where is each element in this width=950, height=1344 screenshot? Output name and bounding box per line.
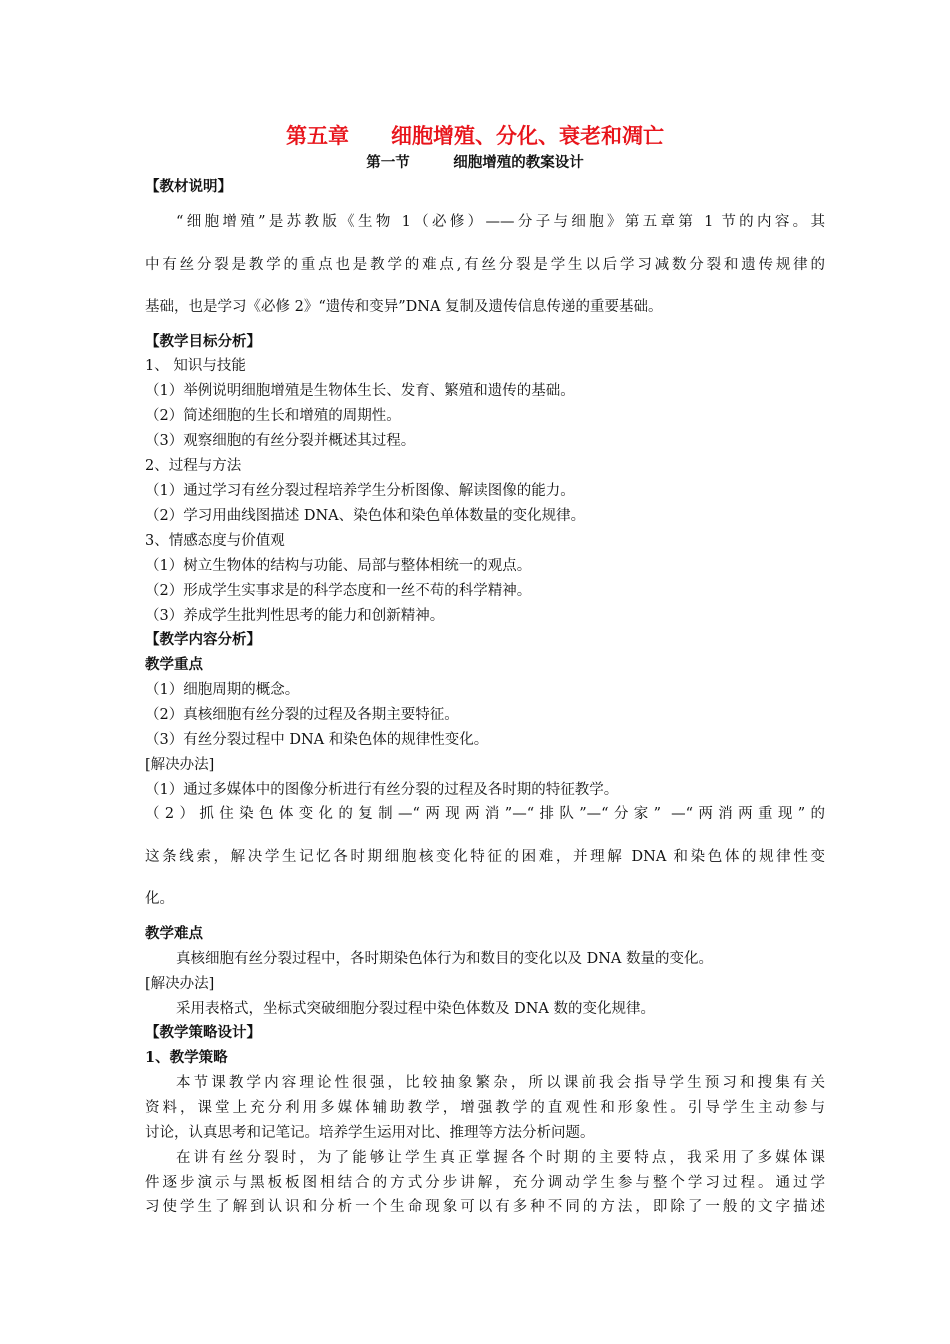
heading-strategy: 【教学策略设计】	[145, 1024, 261, 1041]
list-item: （1）细胞周期的概念。	[145, 682, 300, 698]
list-item: [解决办法]	[145, 757, 215, 773]
chapter-title: 第五章 细胞增殖、分化、衰老和凋亡	[286, 123, 664, 148]
paragraph-line: 采用表格式，坐标式突破细胞分裂过程中染色体数及 DNA 数的变化规律。	[176, 1001, 655, 1017]
section-title: 第一节 细胞增殖的教案设计	[366, 154, 584, 171]
paragraph-line: （2）抓住染色体变化的复制—“两现两消”—“排队”—“分家” —“两消两重现”的	[145, 806, 825, 822]
list-item: （1）举例说明细胞增殖是生物体生长、发育、繁殖和遗传的基础。	[145, 383, 575, 399]
heading-content: 【教学内容分析】	[145, 631, 261, 648]
subheading-key-points: 教学重点	[145, 656, 203, 673]
list-item: 3、情感态度与价值观	[145, 533, 285, 549]
paragraph-line: 基础，也是学习《必修 2》“遗传和变异”DNA 复制及遗传信息传递的重要基础。	[145, 299, 663, 315]
paragraph-line: 在讲有丝分裂时，为了能够让学生真正掌握各个时期的主要特点，我采用了多媒体课	[176, 1150, 825, 1166]
paragraph-line: “细胞增殖”是苏教版《生物 1（必修）——分子与细胞》第五章第 1 节的内容。其	[176, 214, 825, 230]
paragraph-line: 化。	[145, 891, 174, 907]
list-item: （1）树立生物体的结构与功能、局部与整体相统一的观点。	[145, 558, 532, 574]
paragraph-line: 这条线索，解决学生记忆各时期细胞核变化特征的困难，并理解 DNA 和染色体的规律性变	[145, 849, 825, 865]
paragraph-line: 真核细胞有丝分裂过程中，各时期染色体行为和数目的变化以及 DNA 数量的变化。	[176, 951, 713, 967]
list-item: 2、过程与方法	[145, 458, 242, 474]
paragraph-line: 本节课教学内容理论性很强，比较抽象繁杂，所以课前我会指导学生预习和搜集有关	[176, 1075, 825, 1091]
subheading-difficulty: 教学难点	[145, 925, 203, 942]
paragraph-line: 资料，课堂上充分利用多媒体辅助教学，增强教学的直观性和形象性。引导学生主动参与	[145, 1100, 825, 1116]
list-item: （3）观察细胞的有丝分裂并概述其过程。	[145, 433, 416, 449]
list-item: [解决办法]	[145, 976, 215, 992]
list-item: （1）通过多媒体中的图像分析进行有丝分裂的过程及各时期的特征教学。	[145, 782, 619, 798]
list-item: （2）简述细胞的生长和增殖的周期性。	[145, 408, 401, 424]
paragraph-line: 讨论，认真思考和记笔记。培养学生运用对比、推理等方法分析问题。	[145, 1125, 595, 1141]
list-item: （2）形成学生实事求是的科学态度和一丝不苟的科学精神。	[145, 583, 532, 599]
subheading-strategy: 1、教学策略	[145, 1049, 228, 1066]
list-item: （1）通过学习有丝分裂过程培养学生分析图像、解读图像的能力。	[145, 483, 575, 499]
list-item: （3）养成学生批判性思考的能力和创新精神。	[145, 608, 445, 624]
heading-goals: 【教学目标分析】	[145, 333, 261, 350]
paragraph-line: 习使学生了解到认识和分析一个生命现象可以有多种不同的方法，即除了一般的文字描述	[145, 1199, 825, 1215]
list-item: （2）学习用曲线图描述 DNA、染色体和染色单体数量的变化规律。	[145, 508, 586, 524]
paragraph-line: 中有丝分裂是教学的重点也是教学的难点,有丝分裂是学生以后学习减数分裂和遗传规律的	[145, 257, 825, 273]
list-item: 1、 知识与技能	[145, 358, 246, 374]
list-item: （3）有丝分裂过程中 DNA 和染色体的规律性变化。	[145, 732, 489, 748]
heading-material: 【教材说明】	[145, 178, 232, 195]
list-item: （2）真核细胞有丝分裂的过程及各期主要特征。	[145, 707, 459, 723]
paragraph-line: 件逐步演示与黑板板图相结合的方式分步讲解，充分调动学生参与整个学习过程。通过学	[145, 1175, 825, 1191]
